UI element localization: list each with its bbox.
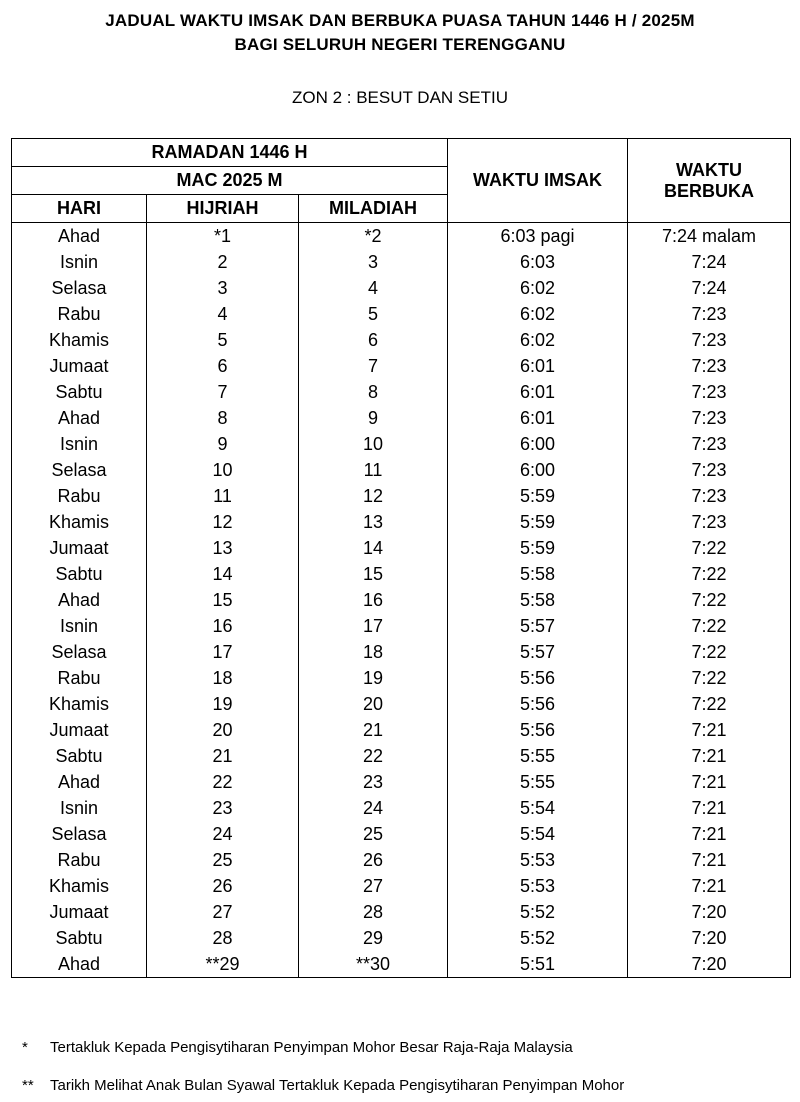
cell-berbuka: 7:23 xyxy=(628,353,791,379)
cell-hijriah: 20 xyxy=(147,717,299,743)
cell-imsak: 6:03 xyxy=(448,249,628,275)
cell-miladiah: 7 xyxy=(299,353,448,379)
cell-imsak: 6:03 pagi xyxy=(448,223,628,250)
cell-berbuka: 7:22 xyxy=(628,691,791,717)
cell-miladiah: 10 xyxy=(299,431,448,457)
table-row xyxy=(12,639,791,665)
cell-hijriah: 17 xyxy=(147,639,299,665)
table-row xyxy=(12,717,791,743)
table-row xyxy=(12,327,791,353)
cell-berbuka: 7:22 xyxy=(628,587,791,613)
cell-hijriah: 2 xyxy=(147,249,299,275)
cell-miladiah: 23 xyxy=(299,769,448,795)
table-row xyxy=(12,899,791,925)
cell-berbuka: 7:23 xyxy=(628,379,791,405)
cell-berbuka: 7:22 xyxy=(628,613,791,639)
cell-berbuka: 7:20 xyxy=(628,925,791,951)
cell-imsak: 5:56 xyxy=(448,717,628,743)
header-waktu-berbuka: WAKTU BERBUKA xyxy=(628,139,791,223)
cell-hari: Rabu xyxy=(12,665,147,691)
cell-hari: Jumaat xyxy=(12,717,147,743)
cell-miladiah: 21 xyxy=(299,717,448,743)
footnote-1-text: Tertakluk Kepada Pengisytiharan Penyimpan Mohor Besar Raja-Raja Malaysia xyxy=(50,1039,573,1056)
table-row xyxy=(12,613,791,639)
cell-hijriah: 14 xyxy=(147,561,299,587)
cell-hijriah: 25 xyxy=(147,847,299,873)
header-waktu-imsak: WAKTU IMSAK xyxy=(448,139,628,223)
table-row xyxy=(12,795,791,821)
cell-imsak: 5:52 xyxy=(448,925,628,951)
cell-imsak: 5:56 xyxy=(448,665,628,691)
cell-hari: Sabtu xyxy=(12,925,147,951)
cell-berbuka: 7:21 xyxy=(628,743,791,769)
cell-hari: Selasa xyxy=(12,639,147,665)
cell-miladiah: 6 xyxy=(299,327,448,353)
cell-imsak: 6:00 xyxy=(448,457,628,483)
cell-hari: Selasa xyxy=(12,821,147,847)
footnote-2-mark: ** xyxy=(22,1077,34,1094)
cell-hari: Khamis xyxy=(12,873,147,899)
table-row xyxy=(12,561,791,587)
cell-miladiah: 24 xyxy=(299,795,448,821)
header-hijriah: HIJRIAH xyxy=(147,195,299,223)
cell-miladiah: 29 xyxy=(299,925,448,951)
cell-hari: Ahad xyxy=(12,951,147,978)
document-title-line2: BAGI SELURUH NEGERI TERENGGANU xyxy=(234,35,566,54)
cell-berbuka: 7:22 xyxy=(628,639,791,665)
cell-miladiah: 27 xyxy=(299,873,448,899)
cell-miladiah: 11 xyxy=(299,457,448,483)
cell-hijriah: 6 xyxy=(147,353,299,379)
schedule-rows xyxy=(12,223,791,978)
table-row xyxy=(12,457,791,483)
cell-imsak: 5:54 xyxy=(448,795,628,821)
cell-imsak: 6:02 xyxy=(448,301,628,327)
cell-imsak: 5:53 xyxy=(448,847,628,873)
table-row xyxy=(12,353,791,379)
cell-berbuka: 7:22 xyxy=(628,561,791,587)
cell-hari: Jumaat xyxy=(12,535,147,561)
table-row xyxy=(12,223,791,250)
cell-miladiah: 12 xyxy=(299,483,448,509)
table-row xyxy=(12,535,791,561)
zone-subtitle: ZON 2 : BESUT DAN SETIU xyxy=(291,88,508,107)
header-miladiah: MILADIAH xyxy=(299,195,448,223)
table-row xyxy=(12,847,791,873)
header-month: MAC 2025 M xyxy=(12,167,448,195)
cell-imsak: 5:59 xyxy=(448,483,628,509)
cell-hijriah: 18 xyxy=(147,665,299,691)
cell-imsak: 5:57 xyxy=(448,639,628,665)
cell-berbuka: 7:21 xyxy=(628,847,791,873)
cell-miladiah: 26 xyxy=(299,847,448,873)
cell-imsak: 5:54 xyxy=(448,821,628,847)
table-row xyxy=(12,249,791,275)
cell-berbuka: 7:24 xyxy=(628,249,791,275)
cell-hijriah: *1 xyxy=(147,223,299,250)
table-row xyxy=(12,691,791,717)
cell-imsak: 5:55 xyxy=(448,743,628,769)
cell-miladiah: 15 xyxy=(299,561,448,587)
cell-hijriah: 13 xyxy=(147,535,299,561)
cell-miladiah: 22 xyxy=(299,743,448,769)
cell-imsak: 6:02 xyxy=(448,275,628,301)
cell-hijriah: 21 xyxy=(147,743,299,769)
table-row xyxy=(12,587,791,613)
document-title-line1: JADUAL WAKTU IMSAK DAN BERBUKA PUASA TAHUN 1446 H / 2025M xyxy=(105,11,695,30)
cell-hijriah: 12 xyxy=(147,509,299,535)
cell-imsak: 6:00 xyxy=(448,431,628,457)
header-hari: HARI xyxy=(12,195,147,223)
cell-berbuka: 7:23 xyxy=(628,431,791,457)
cell-miladiah: *2 xyxy=(299,223,448,250)
cell-hari: Sabtu xyxy=(12,743,147,769)
cell-miladiah: 20 xyxy=(299,691,448,717)
cell-imsak: 5:56 xyxy=(448,691,628,717)
cell-hijriah: 11 xyxy=(147,483,299,509)
cell-hari: Khamis xyxy=(12,327,147,353)
cell-miladiah: 3 xyxy=(299,249,448,275)
cell-miladiah: 16 xyxy=(299,587,448,613)
cell-miladiah: 13 xyxy=(299,509,448,535)
schedule-table xyxy=(11,138,791,978)
cell-berbuka: 7:21 xyxy=(628,795,791,821)
cell-imsak: 5:58 xyxy=(448,587,628,613)
cell-berbuka: 7:22 xyxy=(628,535,791,561)
cell-berbuka: 7:23 xyxy=(628,457,791,483)
cell-hijriah: 28 xyxy=(147,925,299,951)
cell-berbuka: 7:23 xyxy=(628,301,791,327)
table-row xyxy=(12,431,791,457)
footnote-1 xyxy=(22,1039,573,1056)
cell-berbuka: 7:23 xyxy=(628,327,791,353)
cell-hijriah: 9 xyxy=(147,431,299,457)
cell-berbuka: 7:22 xyxy=(628,665,791,691)
table-row xyxy=(12,379,791,405)
cell-hari: Selasa xyxy=(12,457,147,483)
cell-imsak: 6:02 xyxy=(448,327,628,353)
cell-miladiah: 17 xyxy=(299,613,448,639)
cell-hijriah: 8 xyxy=(147,405,299,431)
table-row xyxy=(12,821,791,847)
cell-imsak: 5:59 xyxy=(448,509,628,535)
cell-imsak: 5:53 xyxy=(448,873,628,899)
cell-berbuka: 7:23 xyxy=(628,509,791,535)
footnote-2-text: Tarikh Melihat Anak Bulan Syawal Tertakluk Kepada Pengisytiharan Penyimpan Mohor xyxy=(50,1077,625,1094)
cell-hijriah: 3 xyxy=(147,275,299,301)
cell-hijriah: 4 xyxy=(147,301,299,327)
cell-hari: Ahad xyxy=(12,405,147,431)
cell-hari: Selasa xyxy=(12,275,147,301)
cell-berbuka: 7:21 xyxy=(628,873,791,899)
cell-hari: Jumaat xyxy=(12,899,147,925)
cell-hari: Isnin xyxy=(12,249,147,275)
cell-miladiah: 18 xyxy=(299,639,448,665)
cell-hijriah: **29 xyxy=(147,951,299,978)
cell-berbuka: 7:21 xyxy=(628,717,791,743)
cell-hari: Sabtu xyxy=(12,561,147,587)
cell-hijriah: 7 xyxy=(147,379,299,405)
cell-miladiah: 28 xyxy=(299,899,448,925)
cell-berbuka: 7:21 xyxy=(628,769,791,795)
cell-imsak: 5:52 xyxy=(448,899,628,925)
cell-imsak: 6:01 xyxy=(448,353,628,379)
cell-hari: Khamis xyxy=(12,691,147,717)
table-row xyxy=(12,743,791,769)
cell-hijriah: 26 xyxy=(147,873,299,899)
cell-berbuka: 7:23 xyxy=(628,405,791,431)
cell-miladiah: **30 xyxy=(299,951,448,978)
cell-miladiah: 19 xyxy=(299,665,448,691)
table-row xyxy=(12,873,791,899)
table-row xyxy=(12,769,791,795)
cell-hijriah: 19 xyxy=(147,691,299,717)
cell-hari: Ahad xyxy=(12,769,147,795)
cell-imsak: 5:57 xyxy=(448,613,628,639)
cell-berbuka: 7:23 xyxy=(628,483,791,509)
cell-imsak: 6:01 xyxy=(448,405,628,431)
cell-hijriah: 23 xyxy=(147,795,299,821)
table-row xyxy=(12,509,791,535)
cell-miladiah: 5 xyxy=(299,301,448,327)
cell-berbuka: 7:24 malam xyxy=(628,223,791,250)
cell-hari: Khamis xyxy=(12,509,147,535)
cell-hari: Isnin xyxy=(12,795,147,821)
cell-berbuka: 7:24 xyxy=(628,275,791,301)
cell-hijriah: 27 xyxy=(147,899,299,925)
cell-miladiah: 4 xyxy=(299,275,448,301)
cell-hari: Isnin xyxy=(12,613,147,639)
cell-hijriah: 24 xyxy=(147,821,299,847)
footnote-2 xyxy=(22,1077,624,1094)
cell-berbuka: 7:21 xyxy=(628,821,791,847)
cell-hijriah: 10 xyxy=(147,457,299,483)
cell-hijriah: 16 xyxy=(147,613,299,639)
table-row xyxy=(12,951,791,978)
cell-hari: Jumaat xyxy=(12,353,147,379)
cell-hari: Ahad xyxy=(12,587,147,613)
cell-hijriah: 22 xyxy=(147,769,299,795)
cell-imsak: 5:55 xyxy=(448,769,628,795)
cell-hijriah: 15 xyxy=(147,587,299,613)
header-ramadan: RAMADAN 1446 H xyxy=(12,139,448,167)
footnote-1-mark: * xyxy=(22,1039,28,1056)
cell-miladiah: 8 xyxy=(299,379,448,405)
cell-imsak: 6:01 xyxy=(448,379,628,405)
table-row xyxy=(12,925,791,951)
cell-hari: Sabtu xyxy=(12,379,147,405)
cell-miladiah: 9 xyxy=(299,405,448,431)
cell-hari: Isnin xyxy=(12,431,147,457)
table-row xyxy=(12,405,791,431)
cell-imsak: 5:51 xyxy=(448,951,628,978)
cell-miladiah: 25 xyxy=(299,821,448,847)
table-row xyxy=(12,275,791,301)
table-row xyxy=(12,301,791,327)
cell-berbuka: 7:20 xyxy=(628,951,791,978)
cell-berbuka: 7:20 xyxy=(628,899,791,925)
cell-hari: Ahad xyxy=(12,223,147,250)
cell-hari: Rabu xyxy=(12,483,147,509)
table-row xyxy=(12,665,791,691)
cell-imsak: 5:59 xyxy=(448,535,628,561)
table-row xyxy=(12,483,791,509)
cell-hijriah: 5 xyxy=(147,327,299,353)
cell-imsak: 5:58 xyxy=(448,561,628,587)
cell-hari: Rabu xyxy=(12,847,147,873)
cell-hari: Rabu xyxy=(12,301,147,327)
cell-miladiah: 14 xyxy=(299,535,448,561)
